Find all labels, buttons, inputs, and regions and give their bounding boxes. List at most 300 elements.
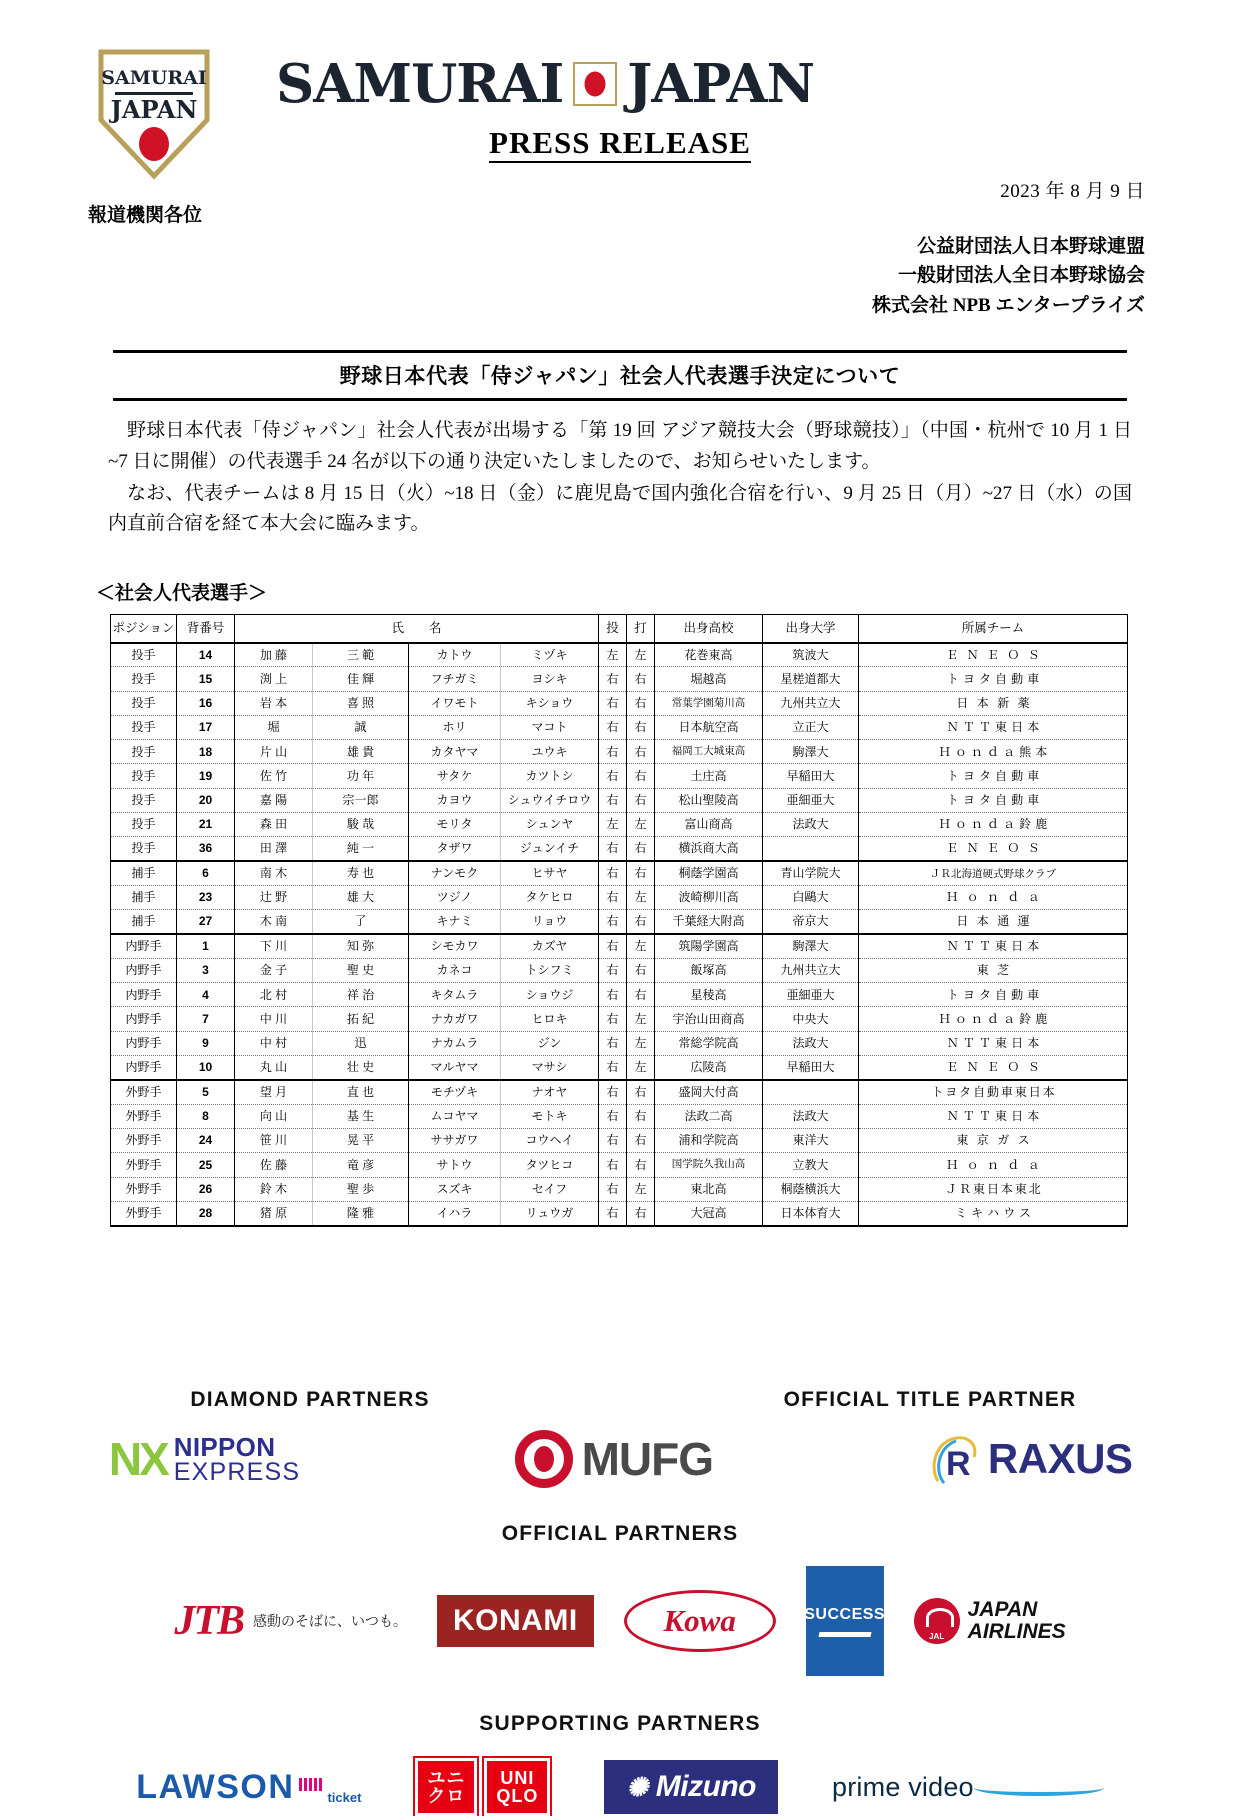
cell-position: 投手 xyxy=(111,837,177,861)
page-title: 野球日本代表「侍ジャパン」社会人代表選手決定について xyxy=(339,364,901,388)
cell-surname-kana: イワモト xyxy=(409,691,501,715)
raxus-mark-icon xyxy=(926,1431,982,1487)
cell-uniform-number: 17 xyxy=(177,715,235,739)
jal-line2: AIRLINES xyxy=(967,1620,1066,1643)
cell-university: 桐蔭横浜大 xyxy=(763,1177,859,1201)
cell-surname-kana: カネコ xyxy=(409,958,501,982)
cell-givenname-kanji: 晃 平 xyxy=(313,1128,409,1152)
logo-kowa[interactable]: Kowa xyxy=(624,1590,776,1652)
cell-surname-kanji: 中 村 xyxy=(235,1031,313,1055)
cell-team: トヨタ自動車 xyxy=(859,788,1128,812)
jal-crane-icon xyxy=(914,1598,960,1644)
cell-surname-kana: サトウ xyxy=(409,1153,501,1177)
cell-surname-kana: カトウ xyxy=(409,643,501,667)
cell-bats: 右 xyxy=(627,1104,655,1128)
cell-givenname-kana: ヒロキ xyxy=(501,1007,599,1031)
cell-bats: 右 xyxy=(627,983,655,1007)
mufg-mark-icon xyxy=(515,1430,573,1488)
svg-text:R: R xyxy=(945,1445,971,1483)
cell-team: ＪＲ東日本東北 xyxy=(859,1177,1128,1201)
table-row xyxy=(111,983,1128,1007)
cell-bats: 左 xyxy=(627,1056,655,1080)
cell-surname-kanji: 笹 川 xyxy=(235,1128,313,1152)
cell-uniform-number: 25 xyxy=(177,1153,235,1177)
logo-jtb[interactable] xyxy=(174,1597,407,1645)
cell-university: 亜細亜大 xyxy=(763,788,859,812)
japan-flag-icon xyxy=(573,62,617,106)
body-paragraph-2: なお、代表チームは 8 月 15 日（火）~18 日（金）に鹿児島で国内強化合宿を行い、9 月 25 日（月）~27 日（水）の国内直前合宿を経て本大会に臨みます。 xyxy=(108,482,1132,535)
cell-bats: 右 xyxy=(627,715,655,739)
official-title-partner-heading: OFFICIAL TITLE PARTNER xyxy=(783,1388,1077,1411)
cell-team: ＮＴＴ東日本 xyxy=(859,1031,1128,1055)
cell-givenname-kana: コウヘイ xyxy=(501,1128,599,1152)
col-header-position: ポジション xyxy=(111,615,177,643)
cell-uniform-number: 8 xyxy=(177,1104,235,1128)
partners-section xyxy=(0,1388,1240,1816)
cell-surname-kana: マルヤマ xyxy=(409,1056,501,1080)
logo-nippon-express[interactable] xyxy=(0,1431,409,1486)
cell-high-school: 宇治山田商高 xyxy=(655,1007,763,1031)
cell-surname-kanji: 辻 野 xyxy=(235,885,313,909)
cell-team: Ｈｏｎｄａ鈴鹿 xyxy=(859,813,1128,837)
cell-throws: 左 xyxy=(599,643,627,667)
cell-bats: 右 xyxy=(627,667,655,691)
mizuno-bird-icon: ✺ xyxy=(626,1771,648,1802)
cell-team: トヨタ自動車 xyxy=(859,983,1128,1007)
table-row xyxy=(111,740,1128,764)
cell-surname-kanji: 田 澤 xyxy=(235,837,313,861)
cell-uniform-number: 28 xyxy=(177,1201,235,1225)
cell-givenname-kanji: 基 生 xyxy=(313,1104,409,1128)
cell-givenname-kana: ミヅキ xyxy=(501,643,599,667)
cell-throws: 右 xyxy=(599,1201,627,1225)
cell-surname-kanji: 向 山 xyxy=(235,1104,313,1128)
cell-givenname-kana: ジン xyxy=(501,1031,599,1055)
cell-high-school: 国学院久我山高 xyxy=(655,1153,763,1177)
cell-givenname-kanji: 竜 彦 xyxy=(313,1153,409,1177)
cell-throws: 右 xyxy=(599,934,627,958)
cell-university: 駒澤大 xyxy=(763,934,859,958)
cell-givenname-kana: リョウ xyxy=(501,910,599,934)
cell-high-school: 筑陽学園高 xyxy=(655,934,763,958)
cell-high-school: 桐蔭学園高 xyxy=(655,861,763,885)
cell-surname-kanji: 木 南 xyxy=(235,910,313,934)
prime-video-smile-icon xyxy=(974,1780,1104,1796)
logo-success[interactable] xyxy=(806,1566,884,1676)
lawson-text: LAWSON xyxy=(136,1767,295,1806)
col-header-team: 所属チーム xyxy=(859,615,1128,643)
svg-text:JAPAN: JAPAN xyxy=(110,95,198,124)
cell-givenname-kana: カツトシ xyxy=(501,764,599,788)
cell-team: トヨタ自動車 xyxy=(859,764,1128,788)
cell-surname-kanji: 丸 山 xyxy=(235,1056,313,1080)
cell-givenname-kana: ヒサヤ xyxy=(501,861,599,885)
cell-surname-kanji: 中 川 xyxy=(235,1007,313,1031)
col-header-uniform-number: 背番号 xyxy=(177,615,235,643)
official-partners-heading: OFFICIAL PARTNERS xyxy=(501,1522,739,1545)
table-row xyxy=(111,1031,1128,1055)
cell-university: 筑波大 xyxy=(763,643,859,667)
cell-uniform-number: 6 xyxy=(177,861,235,885)
cell-university: 九州共立大 xyxy=(763,691,859,715)
cell-uniform-number: 19 xyxy=(177,764,235,788)
cell-high-school: 千葉経大附高 xyxy=(655,910,763,934)
cell-team: Ｈｏｎｄａ xyxy=(859,1153,1128,1177)
cell-throws: 右 xyxy=(599,837,627,861)
cell-givenname-kana: セイフ xyxy=(501,1177,599,1201)
cell-position: 投手 xyxy=(111,715,177,739)
cell-university: 九州共立大 xyxy=(763,958,859,982)
raxus-text: RAXUS xyxy=(987,1435,1133,1482)
cell-givenname-kanji: 純 一 xyxy=(313,837,409,861)
table-row xyxy=(111,1128,1128,1152)
nippon-express-mark: NX xyxy=(108,1433,167,1485)
table-row xyxy=(111,1153,1128,1177)
cell-bats: 左 xyxy=(627,813,655,837)
cell-uniform-number: 24 xyxy=(177,1128,235,1152)
cell-position: 内野手 xyxy=(111,983,177,1007)
cell-university: 立教大 xyxy=(763,1153,859,1177)
cell-bats: 右 xyxy=(627,1153,655,1177)
cell-surname-kana: モチヅキ xyxy=(409,1080,501,1104)
cell-surname-kana: カヨウ xyxy=(409,788,501,812)
cell-uniform-number: 27 xyxy=(177,910,235,934)
release-date: 2023 年 8 月 9 日 xyxy=(1000,181,1145,202)
cell-givenname-kana: ショウジ xyxy=(501,983,599,1007)
supporting-partners-heading: SUPPORTING PARTNERS xyxy=(479,1712,761,1735)
cell-uniform-number: 3 xyxy=(177,958,235,982)
table-row xyxy=(111,813,1128,837)
cell-high-school: 広陵高 xyxy=(655,1056,763,1080)
cell-bats: 右 xyxy=(627,1128,655,1152)
cell-surname-kana: サタケ xyxy=(409,764,501,788)
mizuno-text: Mizuno xyxy=(655,1770,757,1803)
cell-position: 内野手 xyxy=(111,1056,177,1080)
cell-givenname-kanji: 知 弥 xyxy=(313,934,409,958)
cell-bats: 右 xyxy=(627,861,655,885)
cell-university: 帝京大 xyxy=(763,910,859,934)
cell-high-school: 東北高 xyxy=(655,1177,763,1201)
cell-givenname-kanji: 雄 大 xyxy=(313,885,409,909)
logo-uniqlo[interactable] xyxy=(415,1758,550,1816)
uniqlo-en-box xyxy=(484,1758,550,1816)
cell-surname-kanji: 嘉 陽 xyxy=(235,788,313,812)
cell-high-school: 法政二高 xyxy=(655,1104,763,1128)
cell-position: 外野手 xyxy=(111,1177,177,1201)
cell-givenname-kana: モトキ xyxy=(501,1104,599,1128)
cell-givenname-kanji: 駿 哉 xyxy=(313,813,409,837)
cell-uniform-number: 9 xyxy=(177,1031,235,1055)
cell-throws: 右 xyxy=(599,885,627,909)
cell-surname-kana: モリタ xyxy=(409,813,501,837)
cell-surname-kanji: 猪 原 xyxy=(235,1201,313,1225)
cell-surname-kana: ツジノ xyxy=(409,885,501,909)
logo-mufg[interactable] xyxy=(409,1430,818,1488)
roster-section-label: ＜社会人代表選手＞ xyxy=(96,583,268,604)
organization-item: 公益財団法人日本野球連盟 xyxy=(916,236,1145,257)
diamond-title-headings-row xyxy=(0,1388,1240,1412)
cell-team: ＥＮＥＯＳ xyxy=(859,1056,1128,1080)
cell-surname-kanji: 渕 上 xyxy=(235,667,313,691)
cell-team: Ｈｏｎｄａ鈴鹿 xyxy=(859,1007,1128,1031)
cell-high-school: 横浜商大高 xyxy=(655,837,763,861)
cell-position: 外野手 xyxy=(111,1104,177,1128)
cell-university: 法政大 xyxy=(763,1031,859,1055)
document-header xyxy=(0,0,1240,180)
col-header-high-school: 出身高校 xyxy=(655,615,763,643)
cell-givenname-kana: マサシ xyxy=(501,1056,599,1080)
cell-surname-kana: シモカワ xyxy=(409,934,501,958)
cell-givenname-kanji: 喜 照 xyxy=(313,691,409,715)
cell-throws: 右 xyxy=(599,983,627,1007)
organization-item: 一般財団法人全日本野球協会 xyxy=(897,265,1145,287)
cell-uniform-number: 1 xyxy=(177,934,235,958)
cell-surname-kana: フチガミ xyxy=(409,667,501,691)
cell-surname-kana: キタムラ xyxy=(409,983,501,1007)
table-row xyxy=(111,667,1128,691)
roster-table xyxy=(110,614,1128,1227)
cell-high-school: 星稜高 xyxy=(655,983,763,1007)
cell-uniform-number: 14 xyxy=(177,643,235,667)
body-copy xyxy=(108,416,1132,540)
table-row xyxy=(111,934,1128,958)
col-header-throws: 投 xyxy=(599,615,627,643)
jtb-mark: JTB xyxy=(174,1598,243,1644)
cell-givenname-kana: シュウイチロウ xyxy=(501,788,599,812)
cell-givenname-kanji: 誠 xyxy=(313,715,409,739)
cell-high-school: 福岡工大城東高 xyxy=(655,740,763,764)
svg-text:SAMURAI: SAMURAI xyxy=(101,67,207,89)
cell-uniform-number: 23 xyxy=(177,885,235,909)
cell-high-school: 盛岡大付高 xyxy=(655,1080,763,1104)
cell-team: Ｈｏｎｄａ xyxy=(859,885,1128,909)
cell-bats: 右 xyxy=(627,910,655,934)
cell-givenname-kanji: 宗一郎 xyxy=(313,788,409,812)
nippon-express-line1: NIPPON xyxy=(173,1431,276,1462)
col-header-bats: 打 xyxy=(627,615,655,643)
cell-throws: 左 xyxy=(599,813,627,837)
logo-prime-video[interactable] xyxy=(832,1772,1104,1803)
uniqlo-jp2: クロ xyxy=(427,1786,466,1806)
cell-bats: 右 xyxy=(627,788,655,812)
wordmark-left-text: SAMURAI xyxy=(276,52,564,115)
cell-university xyxy=(763,1080,859,1104)
cell-uniform-number: 15 xyxy=(177,667,235,691)
cell-givenname-kanji: 了 xyxy=(313,910,409,934)
cell-surname-kana: タザワ xyxy=(409,837,501,861)
table-row xyxy=(111,861,1128,885)
cell-high-school: 波崎柳川高 xyxy=(655,885,763,909)
cell-position: 内野手 xyxy=(111,934,177,958)
table-row xyxy=(111,1177,1128,1201)
table-row xyxy=(111,1080,1128,1104)
cell-givenname-kanji: 聖 歩 xyxy=(313,1177,409,1201)
cell-uniform-number: 10 xyxy=(177,1056,235,1080)
table-row xyxy=(111,958,1128,982)
cell-surname-kanji: 片 山 xyxy=(235,740,313,764)
cell-bats: 左 xyxy=(627,643,655,667)
table-row xyxy=(111,691,1128,715)
addressee: 報道機関各位 xyxy=(88,205,203,226)
lawson-bars-icon xyxy=(299,1778,322,1791)
cell-surname-kanji: 南 木 xyxy=(235,861,313,885)
cell-position: 外野手 xyxy=(111,1080,177,1104)
col-header-university: 出身大学 xyxy=(763,615,859,643)
cell-throws: 右 xyxy=(599,764,627,788)
cell-high-school: 堀越高 xyxy=(655,667,763,691)
cell-uniform-number: 16 xyxy=(177,691,235,715)
uniqlo-jp-box xyxy=(415,1758,477,1816)
cell-high-school: 花巻東高 xyxy=(655,643,763,667)
cell-high-school: 浦和学院高 xyxy=(655,1128,763,1152)
cell-throws: 右 xyxy=(599,1104,627,1128)
logo-raxus[interactable] xyxy=(818,1431,1240,1487)
cell-givenname-kanji: 拓 紀 xyxy=(313,1007,409,1031)
col-header-name: 氏 名 xyxy=(235,615,599,643)
samurai-japan-wordmark xyxy=(276,52,815,117)
cell-team: 日本新薬 xyxy=(859,691,1128,715)
cell-position: 捕手 xyxy=(111,910,177,934)
table-row xyxy=(111,1201,1128,1225)
cell-surname-kanji: 金 子 xyxy=(235,958,313,982)
cell-givenname-kana: シュンヤ xyxy=(501,813,599,837)
cell-givenname-kanji: 佳 輝 xyxy=(313,667,409,691)
cell-throws: 右 xyxy=(599,910,627,934)
cell-team: Ｈｏｎｄａ熊本 xyxy=(859,740,1128,764)
cell-throws: 右 xyxy=(599,1177,627,1201)
issuing-organizations xyxy=(872,232,1145,320)
success-text: SUCCESS xyxy=(804,1605,886,1623)
cell-throws: 右 xyxy=(599,1128,627,1152)
cell-givenname-kana: ナオヤ xyxy=(501,1080,599,1104)
cell-bats: 左 xyxy=(627,1177,655,1201)
logo-lawson-ticket[interactable] xyxy=(136,1768,361,1807)
cell-surname-kana: イハラ xyxy=(409,1201,501,1225)
cell-bats: 左 xyxy=(627,934,655,958)
cell-givenname-kanji: 壮 史 xyxy=(313,1056,409,1080)
cell-position: 内野手 xyxy=(111,1007,177,1031)
cell-team: トヨタ自動車 xyxy=(859,667,1128,691)
cell-university: 早稲田大 xyxy=(763,1056,859,1080)
cell-position: 外野手 xyxy=(111,1201,177,1225)
cell-givenname-kana: リュウガ xyxy=(501,1201,599,1225)
cell-givenname-kanji: 三 範 xyxy=(313,643,409,667)
cell-university: 星槎道都大 xyxy=(763,667,859,691)
cell-surname-kanji: 加 藤 xyxy=(235,643,313,667)
cell-givenname-kana: ジュンイチ xyxy=(501,837,599,861)
cell-high-school: 富山商高 xyxy=(655,813,763,837)
cell-surname-kana: キナミ xyxy=(409,910,501,934)
cell-throws: 右 xyxy=(599,1031,627,1055)
table-row xyxy=(111,885,1128,909)
logo-mizuno[interactable] xyxy=(604,1760,778,1814)
nippon-express-line2: EXPRESS xyxy=(173,1457,301,1486)
cell-position: 外野手 xyxy=(111,1128,177,1152)
cell-position: 外野手 xyxy=(111,1153,177,1177)
cell-position: 投手 xyxy=(111,667,177,691)
cell-uniform-number: 5 xyxy=(177,1080,235,1104)
logo-konami[interactable]: KONAMI xyxy=(437,1595,594,1647)
organization-item: 株式会社 NPB エンタープライズ xyxy=(871,294,1145,316)
table-row xyxy=(111,715,1128,739)
cell-position: 内野手 xyxy=(111,958,177,982)
cell-givenname-kana: キショウ xyxy=(501,691,599,715)
uniqlo-en1: UNI xyxy=(500,1768,535,1788)
cell-university: 青山学院大 xyxy=(763,861,859,885)
cell-givenname-kana: タケヒロ xyxy=(501,885,599,909)
cell-position: 投手 xyxy=(111,691,177,715)
uniqlo-jp1: ユニ xyxy=(427,1768,466,1788)
logo-japan-airlines[interactable] xyxy=(914,1598,1066,1644)
cell-position: 捕手 xyxy=(111,885,177,909)
cell-surname-kanji: 鈴 木 xyxy=(235,1177,313,1201)
table-row xyxy=(111,1007,1128,1031)
cell-bats: 右 xyxy=(627,837,655,861)
mufg-text: MUFG xyxy=(581,1433,713,1485)
cell-uniform-number: 7 xyxy=(177,1007,235,1031)
supporting-partners-logos-row xyxy=(0,1758,1240,1816)
cell-throws: 右 xyxy=(599,788,627,812)
cell-surname-kana: ナンモク xyxy=(409,861,501,885)
cell-uniform-number: 4 xyxy=(177,983,235,1007)
cell-givenname-kana: ユウキ xyxy=(501,740,599,764)
cell-position: 投手 xyxy=(111,643,177,667)
cell-givenname-kanji: 功 年 xyxy=(313,764,409,788)
cell-givenname-kana: トシフミ xyxy=(501,958,599,982)
cell-uniform-number: 36 xyxy=(177,837,235,861)
cell-givenname-kanji: 雄 貴 xyxy=(313,740,409,764)
cell-bats: 右 xyxy=(627,691,655,715)
cell-throws: 右 xyxy=(599,691,627,715)
table-row xyxy=(111,837,1128,861)
cell-position: 捕手 xyxy=(111,861,177,885)
cell-university xyxy=(763,837,859,861)
cell-high-school: 日本航空高 xyxy=(655,715,763,739)
table-header-row xyxy=(111,615,1128,643)
diamond-partners-heading: DIAMOND PARTNERS xyxy=(190,1388,430,1411)
table-row xyxy=(111,788,1128,812)
cell-throws: 右 xyxy=(599,740,627,764)
table-row xyxy=(111,1056,1128,1080)
cell-high-school: 常葉学園菊川高 xyxy=(655,691,763,715)
cell-surname-kanji: 佐 藤 xyxy=(235,1153,313,1177)
cell-surname-kana: スズキ xyxy=(409,1177,501,1201)
cell-university: 立正大 xyxy=(763,715,859,739)
cell-bats: 右 xyxy=(627,1201,655,1225)
roster-table-body xyxy=(111,643,1128,1226)
cell-surname-kanji: 佐 竹 xyxy=(235,764,313,788)
cell-position: 投手 xyxy=(111,813,177,837)
cell-surname-kanji: 下 川 xyxy=(235,934,313,958)
cell-throws: 右 xyxy=(599,715,627,739)
cell-uniform-number: 20 xyxy=(177,788,235,812)
success-underline xyxy=(818,1632,871,1637)
table-row xyxy=(111,643,1128,667)
cell-givenname-kanji: 祥 治 xyxy=(313,983,409,1007)
cell-givenname-kana: タツヒコ xyxy=(501,1153,599,1177)
cell-bats: 右 xyxy=(627,764,655,788)
prime-video-text: prime video xyxy=(832,1771,974,1802)
cell-givenname-kanji: 寿 也 xyxy=(313,861,409,885)
table-row xyxy=(111,764,1128,788)
table-row xyxy=(111,1104,1128,1128)
body-paragraph-1: 野球日本代表「侍ジャパン」社会人代表が出場する「第 19 回 アジア競技大会（野球競技）」（中国・杭州で 10 月 1 日~7 日に開催）の代表選手 24 名が以下の通り決定いたしましたので、お知らせいたします。 xyxy=(108,420,1132,472)
cell-uniform-number: 26 xyxy=(177,1177,235,1201)
cell-throws: 右 xyxy=(599,1056,627,1080)
cell-position: 内野手 xyxy=(111,1031,177,1055)
cell-surname-kanji: 森 田 xyxy=(235,813,313,837)
cell-university: 日本体育大 xyxy=(763,1201,859,1225)
